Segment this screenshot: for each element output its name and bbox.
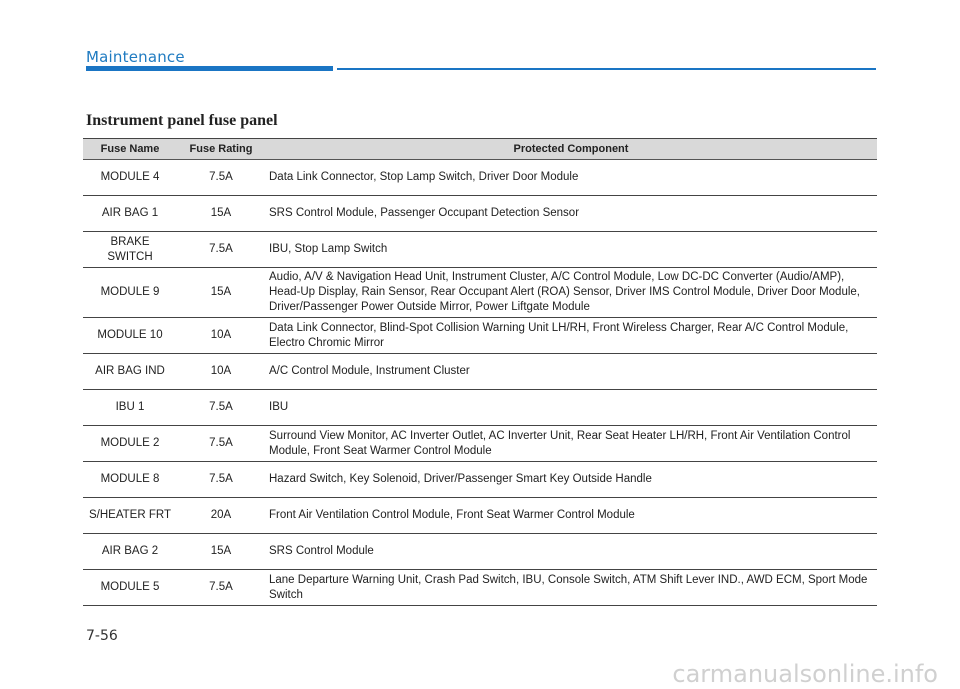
fuse-rating-cell: 7.5A [177,426,265,462]
protected-component-cell: IBU [265,390,877,426]
fuse-name-cell: AIR BAG 2 [83,534,177,570]
fuse-name-cell: AIR BAG IND [83,354,177,390]
column-header-fuse-name: Fuse Name [83,139,177,160]
fuse-rating-cell: 15A [177,534,265,570]
table-row [83,498,877,534]
fuse-rating-cell: 10A [177,354,265,390]
protected-component-cell: Surround View Monitor, AC Inverter Outlet, AC Inverter Unit, Rear Seat Heater LH/RH, Front Air Ventilation Control Module, Front Seat Warmer Control Module [265,426,877,462]
fuse-rating-cell: 10A [177,318,265,354]
column-header-protected-component: Protected Component [265,139,877,160]
table-row [83,462,877,498]
fuse-rating-cell: 20A [177,498,265,534]
protected-component-cell: Data Link Connector, Stop Lamp Switch, Driver Door Module [265,160,877,196]
protected-component-cell: SRS Control Module, Passenger Occupant Detection Sensor [265,196,877,232]
table-row [83,196,877,232]
fuse-table [83,138,877,606]
fuse-name-cell: MODULE 8 [83,462,177,498]
fuse-name-cell: MODULE 10 [83,318,177,354]
fuse-rating-cell: 7.5A [177,160,265,196]
fuse-name-cell: MODULE 9 [83,268,177,318]
fuse-rating-cell: 7.5A [177,570,265,606]
column-header-fuse-rating: Fuse Rating [177,139,265,160]
fuse-rating-cell: 15A [177,196,265,232]
watermark: carmanualsonline.info [672,660,938,688]
table-row [83,318,877,354]
page-heading: Instrument panel fuse panel [86,112,278,129]
table-row [83,160,877,196]
protected-component-cell: Audio, A/V & Navigation Head Unit, Instrument Cluster, A/C Control Module, Low DC-DC Converter (Audio/AMP), Head-Up Display, Rain Sensor, Rear Occupant Alert (ROA) Sensor, Driver IMS Control Module, Driver Door Module, Driver/Passenger Power Outside Mirror, Power Liftgate Module [265,268,877,318]
protected-component-cell: Hazard Switch, Key Solenoid, Driver/Passenger Smart Key Outside Handle [265,462,877,498]
table-row [83,534,877,570]
fuse-name-cell: S/HEATER FRT [83,498,177,534]
section-title: Maintenance [86,48,185,66]
table-header-row [83,139,877,160]
page-number: 7-56 [86,628,118,644]
table-row [83,232,877,268]
header-rule-thin [337,68,876,70]
fuse-name-cell: MODULE 2 [83,426,177,462]
fuse-name-cell: AIR BAG 1 [83,196,177,232]
fuse-name-cell: MODULE 5 [83,570,177,606]
fuse-name-cell: MODULE 4 [83,160,177,196]
protected-component-cell: Lane Departure Warning Unit, Crash Pad Switch, IBU, Console Switch, ATM Shift Lever IND., AWD ECM, Sport Mode Switch [265,570,877,606]
protected-component-cell: A/C Control Module, Instrument Cluster [265,354,877,390]
table-row [83,570,877,606]
fuse-name-cell: IBU 1 [83,390,177,426]
fuse-rating-cell: 7.5A [177,232,265,268]
fuse-rating-cell: 15A [177,268,265,318]
protected-component-cell: Front Air Ventilation Control Module, Front Seat Warmer Control Module [265,498,877,534]
header-rule-thick [86,66,333,71]
table-row [83,268,877,318]
protected-component-cell: Data Link Connector, Blind-Spot Collision Warning Unit LH/RH, Front Wireless Charger, Rear A/C Control Module, Electro Chromic Mirror [265,318,877,354]
fuse-rating-cell: 7.5A [177,390,265,426]
protected-component-cell: SRS Control Module [265,534,877,570]
table-row [83,426,877,462]
table-row [83,354,877,390]
fuse-name-cell: BRAKE SWITCH [83,232,177,268]
fuse-rating-cell: 7.5A [177,462,265,498]
table-row [83,390,877,426]
protected-component-cell: IBU, Stop Lamp Switch [265,232,877,268]
